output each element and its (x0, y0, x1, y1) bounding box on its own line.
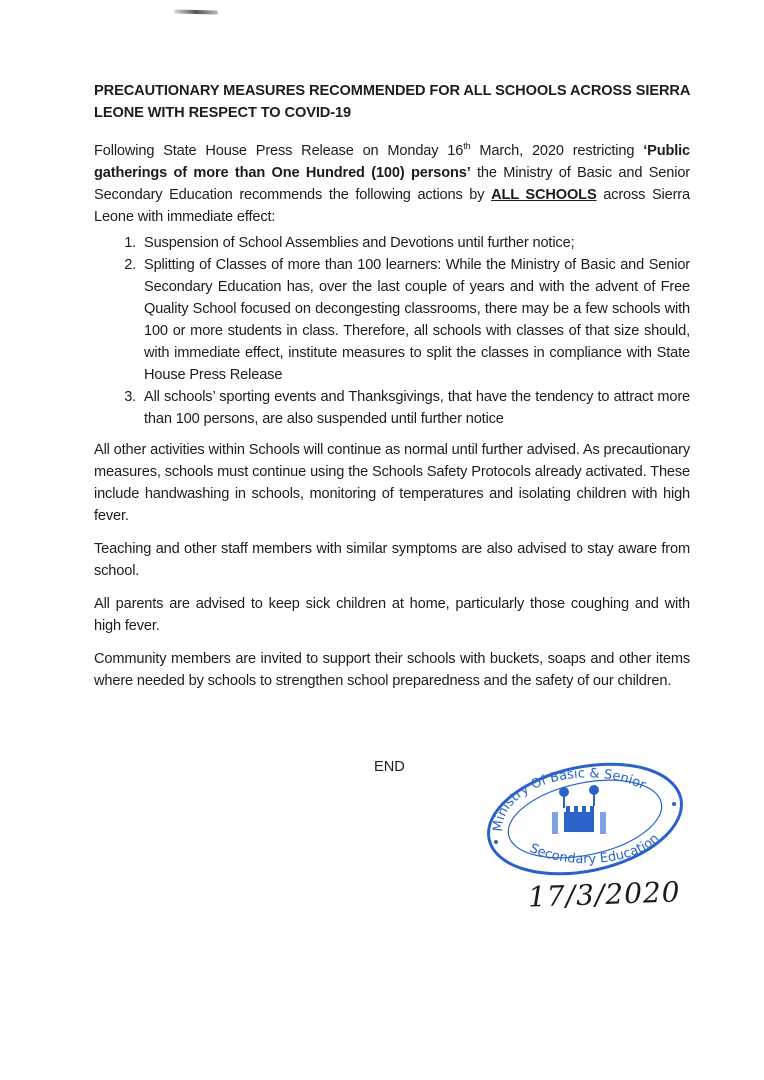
document-page (94, 80, 690, 703)
date-superscript: th (463, 141, 471, 151)
svg-text:Ministry Of Basic & Senior: Ministry Of Basic & Senior (490, 766, 648, 833)
document-title: PRECAUTIONARY MEASURES RECOMMENDED FOR ALL SCHOOLS ACROSS SIERRA LEONE WITH RESPECT TO COVID-19 (94, 83, 690, 121)
measure-item: 3. All schools’ sporting events and Thanksgivings, that have the tendency to attract more than 100 persons, are also suspended until further notice (140, 386, 690, 430)
intro-text: Following State House Press Release on Monday 16 (94, 142, 464, 159)
ministry-stamp (482, 760, 688, 878)
intro-paragraph (94, 135, 690, 228)
measure-item: 1. Suspension of School Assemblies and Devotions until further notice; (140, 232, 690, 254)
activities-paragraph: All other activities within Schools will continue as normal until further advised. As precautionary measures, schools must continue using the Schools Safety Protocols already activated. These include handwashing in schools, monitoring of temperatures and isolating children with high fever. (94, 441, 690, 524)
scan-artifact (174, 9, 218, 14)
parents-paragraph: All parents are advised to keep sick children at home, particularly those coughing and with high fever. (94, 595, 690, 634)
stamp-seal-icon (482, 760, 688, 878)
measure-item: 2. Splitting of Classes of more than 100 learners: While the Ministry of Basic and Senior Secondary Education has, over the last couple of years and with the advent of Free Quality School focused on decongesting classrooms, there may be a few schools with 100 or more students in class. Therefore, all schools with classes of that size should, with immediate effect, institute measures to split the classes in compliance with State House Press Release (140, 254, 690, 386)
intro-text: the Ministry of Basic and Senior Secondary Education recommends the following actions by (94, 164, 690, 203)
community-paragraph: Community members are invited to support their schools with buckets, soaps and other items where needed by schools to strengthen school preparedness and the safety of our children. (94, 650, 690, 689)
intro-text: March, 2020 restricting (470, 142, 644, 159)
staff-paragraph: Teaching and other staff members with similar symptoms are also advised to stay aware from school. (94, 540, 690, 579)
intro-text: across Sierra Leone with immediate effect: (94, 186, 690, 225)
all-schools-emphasis: ALL SCHOOLS (491, 186, 597, 203)
signature-date: 17/3/2020 (527, 875, 682, 914)
gathering-restriction-quote: ‘Public gatherings of more than One Hundred (100) persons’ (94, 142, 690, 181)
svg-text:Secondary Education: Secondary Education (527, 831, 663, 868)
end-label: END (374, 759, 405, 775)
measures-list (94, 232, 690, 430)
